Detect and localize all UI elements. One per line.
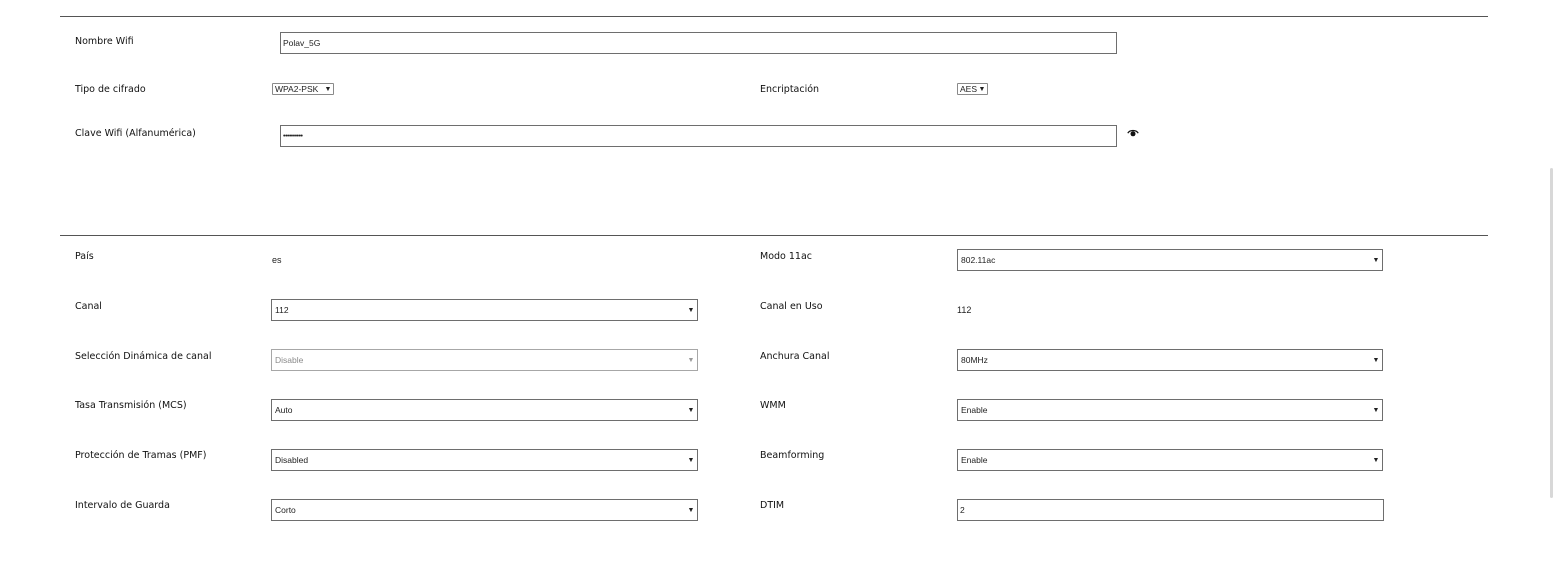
mode-11ac-value: 802.11ac <box>961 255 996 265</box>
top-divider <box>60 16 1488 17</box>
chevron-down-icon: ▼ <box>1372 406 1380 414</box>
ssid-input[interactable]: Polav_5G <box>280 32 1117 54</box>
wifi-key-input[interactable]: •••••••••• <box>280 125 1117 147</box>
mcs-label: Tasa Transmisión (MCS) <box>75 400 187 411</box>
ssid-label: Nombre Wifi <box>75 36 134 47</box>
beamforming-value: Enable <box>961 455 988 465</box>
bandwidth-select[interactable] <box>957 349 1383 371</box>
channel-in-use-value: 112 <box>957 305 972 315</box>
bandwidth-label: Anchura Canal <box>760 351 830 362</box>
country-value: es <box>272 255 282 265</box>
chevron-down-icon: ▼ <box>687 306 695 314</box>
dtim-input[interactable]: 2 <box>957 499 1384 521</box>
scrollbar-thumb[interactable] <box>1550 168 1553 498</box>
dfs-label: Selección Dinámica de canal <box>75 351 212 362</box>
eye-icon[interactable] <box>1127 128 1139 138</box>
mode-11ac-label: Modo 11ac <box>760 251 813 262</box>
channel-in-use-label: Canal en Uso <box>760 301 823 312</box>
dtim-label: DTIM <box>760 500 785 511</box>
chevron-down-icon: ▼ <box>687 456 695 464</box>
chevron-down-icon: ▼ <box>324 85 332 93</box>
chevron-down-icon: ▼ <box>1372 256 1380 264</box>
mcs-select[interactable] <box>271 399 698 421</box>
mode-11ac-select[interactable] <box>957 249 1383 271</box>
chevron-down-icon: ▼ <box>1372 356 1380 364</box>
guard-interval-label: Intervalo de Guarda <box>75 500 170 511</box>
pmf-select[interactable] <box>271 449 698 471</box>
pmf-value: Disabled <box>275 455 309 465</box>
wmm-value: Enable <box>961 405 988 415</box>
chevron-down-icon: ▼ <box>687 356 695 364</box>
country-label: País <box>75 251 94 262</box>
chevron-down-icon: ▼ <box>1372 456 1380 464</box>
wmm-label: WMM <box>760 400 786 411</box>
channel-label: Canal <box>75 301 102 312</box>
chevron-down-icon: ▼ <box>687 506 695 514</box>
dfs-value: Disable <box>275 355 304 365</box>
encryption-value: AES <box>960 84 978 94</box>
wifi-key-label: Clave Wifi (Alfanumérica) <box>75 128 196 139</box>
encryption-label: Encriptación <box>760 84 820 95</box>
cipher-type-label: Tipo de cifrado <box>75 84 146 95</box>
guard-interval-select[interactable] <box>271 499 698 521</box>
chevron-down-icon: ▼ <box>978 85 986 93</box>
dfs-select <box>271 349 698 371</box>
bandwidth-value: 80MHz <box>961 355 988 365</box>
channel-select[interactable] <box>271 299 698 321</box>
guard-interval-value: Corto <box>275 505 296 515</box>
channel-value: 112 <box>275 305 289 315</box>
section-divider <box>60 235 1488 236</box>
pmf-label: Protección de Tramas (PMF) <box>75 450 207 461</box>
cipher-type-select[interactable] <box>272 83 334 95</box>
mcs-value: Auto <box>275 405 293 415</box>
wmm-select[interactable] <box>957 399 1383 421</box>
cipher-type-value: WPA2-PSK <box>275 84 319 94</box>
chevron-down-icon: ▼ <box>687 406 695 414</box>
beamforming-select[interactable] <box>957 449 1383 471</box>
encryption-select[interactable] <box>957 83 988 95</box>
beamforming-label: Beamforming <box>760 450 825 461</box>
